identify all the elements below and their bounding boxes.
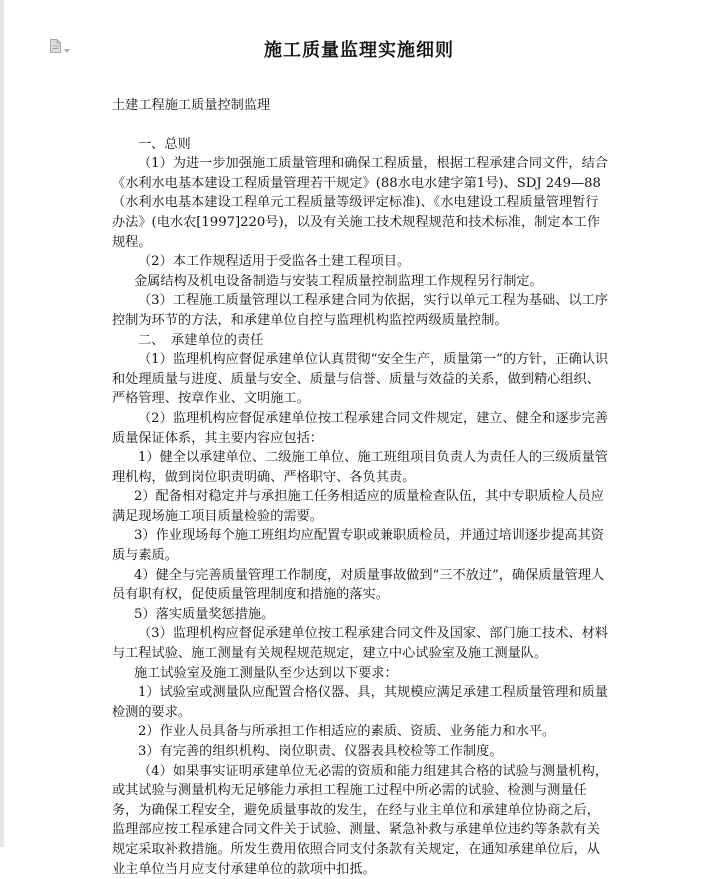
paragraph: 施工试验室及施工测量队至少达到以下要求： <box>134 665 398 681</box>
paragraph: 1）试验室或测量队应配置合格仪器、具，其规模应满足承建工程质量管理和质量检测的要求。 <box>112 685 608 720</box>
paragraph: （1）为进一步加强施工质量管理和确保工程质量，根据工程承建合同文件，结合《水利水电基本建设工程质量管理若干规定》(88水电水建字第1号)、SDJ 249—88（水利水电基本建设工程单元工程质量等级评定标准)、《水电建设工程质量管理暂行办法》(电水农[1997]220号)，以及有关施工技术规程规范和技术标准，制定本工作规程。 <box>112 156 608 250</box>
paragraph: 金属结构及机电设备制造与安装工程质量控制监理工作规程另行制定。 <box>134 273 543 289</box>
paragraph-list <box>112 135 610 879</box>
paragraph: 4）健全与完善质量管理工作制度，对质量事故做到“三不放过”，确保质量管理人员有职有权，促使质量管理制度和措施的落实。 <box>112 567 605 603</box>
paragraph: （3）工程施工质量管理以工程承建合同为依据，实行以单元工程为基础、以工序控制为环节的方法，和承建单位自控与监理机构监控两级质量控制。 <box>112 293 608 328</box>
paragraph: 2）作业人员具备与所承担工作相适应的素质、资质、业务能力和水平。 <box>138 724 556 740</box>
paragraph: （2）监理机构应督促承建单位按工程承建合同文件规定，建立、健全和逐步完善质量保证体系，其主要内容应包括： <box>112 410 608 446</box>
paragraph: （2）本工作规程适用于受监各土建工程项目。 <box>138 254 411 270</box>
paragraph: （4）如果事实证明承建单位无必需的资质和能力组建其合格的试验与测量机构，或其试验与测量机构无足够能力承担工程施工过程中所必需的试验、检测与测量任务，为确保工程安全，避免质量事故的发生，在经与业主单位和承建单位协商之后，监理部应按工程承建合同文件关于试验、测量、紧急补救与承建单位违约等条款有关规定采取补救措施。所发生费用依照合同支付条款有关规定，在通知承建单位后，从业主单位当月应支付承建单位的款项中扣抵。 <box>112 763 608 877</box>
paragraph: （1）监理机构应督促承建单位认真贯彻“安全生产，质量第一”的方针，正确认识和处理质量与进度、质量与安全、质量与信誉、质量与效益的关系，做到精心组织、严格管理、按章作业、文明施工。 <box>112 352 609 407</box>
paragraph: 1）健全以承建单位、二级施工单位、施工班组项目负责人为责任人的三级质量管理机构，做到岗位职责明确、严格职守、各负其责。 <box>112 450 608 485</box>
document-title: 施工质量监理实施细则 <box>264 40 454 61</box>
paragraph: 一、总则 <box>138 136 191 152</box>
paragraph: （3）监理机构应督促承建单位按工程承建合同文件及国家、部门施工技术、材料与工程试验、施工测量有关规程规范规定，建立中心试验室及施工测量队。 <box>112 626 608 662</box>
paragraph: 2）配备相对稳定并与承担施工任务相适应的质量检查队伍，其中专职质检人员应满足现场施工项目质量检验的需要。 <box>112 489 604 524</box>
paragraph: 3）作业现场每个施工班组均应配置专职或兼职质检员，并通过培训逐步提高其资质与素质。 <box>112 528 604 564</box>
section-heading: 土建工程施工质量控制监理 <box>112 98 271 113</box>
document-body <box>112 96 610 879</box>
page-edge <box>0 0 4 847</box>
paragraph: 3）有完善的组织机构、岗位职责、仪器表具校检等工作制度。 <box>138 744 503 759</box>
paragraph: 5）落实质量奖惩措施。 <box>134 606 275 622</box>
paragraph: 二、 承建单位的责任 <box>138 332 264 348</box>
